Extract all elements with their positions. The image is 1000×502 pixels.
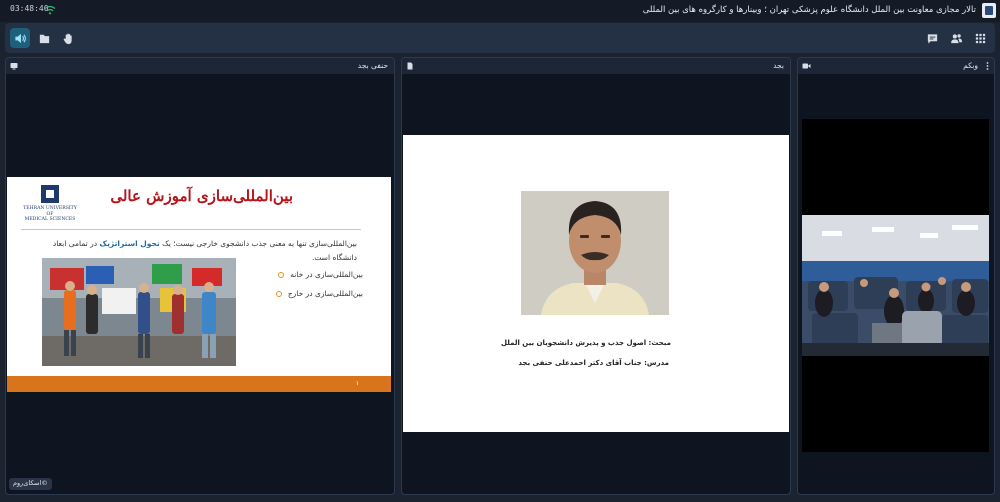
speaker-icon (14, 32, 27, 45)
logo-line: MEDICAL SCIENCES (24, 217, 76, 222)
webinar-topic: مبحث: اصول جذب و پذیرش دانشجویان بین الملل (501, 339, 671, 347)
logo-line: OF (46, 212, 54, 217)
paragraph-highlight: تحول استراتژیک (99, 239, 160, 248)
toolbar (5, 23, 995, 53)
paragraph-text: در تمامی ابعاد دانشگاه است. (52, 239, 357, 262)
panel-header (798, 58, 994, 74)
slide-page-number: ۱ (355, 380, 359, 387)
tums-logo (15, 185, 85, 225)
panel-header (402, 58, 790, 74)
university-logo-icon (982, 3, 996, 18)
clock: 03:48:40 (10, 4, 49, 13)
slide-bullet: بین‌المللی‌سازی در خارج (276, 289, 363, 298)
skyroom-watermark: ©اسکای‌روم (9, 478, 52, 490)
files-button[interactable] (34, 28, 54, 48)
more-vertical-icon[interactable] (986, 62, 989, 70)
apps-button[interactable] (970, 28, 990, 48)
webcam-panel[interactable] (797, 57, 995, 495)
auditorium-video-frame (802, 215, 989, 356)
wifi-icon (44, 5, 56, 15)
apps-grid-icon (974, 32, 987, 45)
panel-header (6, 58, 394, 74)
tums-mark-icon (41, 185, 59, 203)
presenter-name: بجد (773, 61, 784, 70)
speaker-portrait (521, 191, 669, 315)
room-title: تالار مجازی معاونت بین الملل دانشگاه علوم پزشکی تهران ؛ وبینارها و کارگروه های بین المللی (642, 5, 976, 15)
webcam-label: وبکم (963, 61, 978, 70)
chat-icon (926, 32, 939, 45)
screen-share-panel[interactable] (5, 57, 395, 495)
camera-icon[interactable] (802, 62, 811, 70)
top-bar (0, 0, 1000, 22)
share-icon[interactable] (10, 62, 18, 70)
webcam-video (802, 119, 989, 452)
webinar-teacher: مدرس: جناب آقای دکتر احمدعلی حنفی بجد (518, 359, 669, 367)
speaker-button[interactable] (10, 28, 30, 48)
students-photo (42, 258, 236, 366)
slide-title: بین‌المللی‌سازی آموزش عالی (110, 187, 293, 205)
presentation-slide (7, 177, 391, 392)
logo-line: TEHRAN UNIVERSITY (23, 206, 77, 211)
slide-divider (21, 229, 361, 230)
chat-button[interactable] (922, 28, 942, 48)
webinar-poster (403, 135, 789, 432)
file-icon[interactable] (406, 62, 414, 70)
paragraph-text: بین‌المللی‌سازی تنها به معنی جذب دانشجوی خارجی نیست؛ یک (162, 239, 357, 248)
slide-footer (7, 376, 391, 392)
users-icon (950, 32, 963, 45)
raise-hand-button[interactable] (58, 28, 78, 48)
hand-raise-icon (62, 32, 75, 45)
slide-bullet: بین‌المللی‌سازی در خانه (278, 270, 363, 279)
file-viewer-panel[interactable] (401, 57, 791, 495)
users-button[interactable] (946, 28, 966, 48)
presenter-name: حنفی بجد (357, 61, 388, 70)
folder-icon (38, 32, 51, 45)
